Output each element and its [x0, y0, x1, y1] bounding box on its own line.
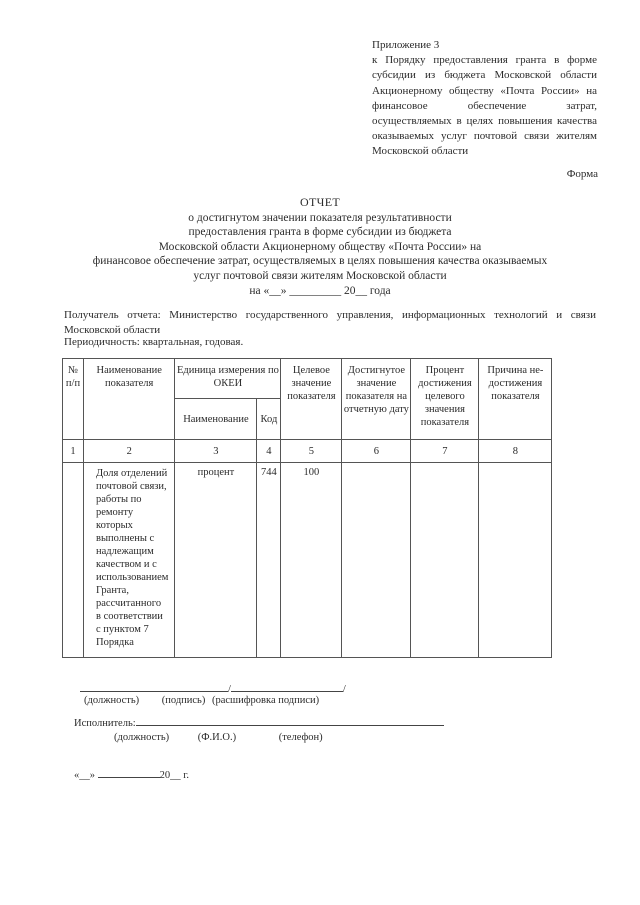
title-line: Московской области Акционерному обществу «Почта России» на	[158, 240, 482, 253]
header-achieved: Достигнутое значение показателя на отчетную дату	[342, 359, 411, 440]
column-number: 5	[281, 440, 342, 463]
form-label: Форма	[566, 168, 598, 180]
column-number: 7	[411, 440, 479, 463]
executor-label: Исполнитель:	[74, 718, 136, 729]
appendix-text: к Порядку предоставления гранта в форме субсидии из бюджета Московской области Акционерному обществу «Почта России» на финансовое обеспечение затрат, осуществляемых в целях повышения качества оказываемых услуг почтовой связи жителям Московской области	[372, 54, 597, 158]
header-target: Целевое значение показателя	[281, 359, 342, 440]
cell-unit-name: процент	[175, 463, 257, 658]
title-line: услуг почтовой связи жителям Московской области	[193, 269, 447, 282]
date-year: 20__ г.	[159, 770, 189, 781]
executor-line	[136, 714, 444, 726]
table-header-row	[63, 359, 552, 399]
executor-block	[74, 714, 444, 743]
column-number: 4	[257, 440, 281, 463]
appendix-title: Приложение 3	[372, 39, 440, 51]
report-date	[40, 284, 600, 299]
date-blank	[98, 766, 160, 778]
appendix-block	[372, 38, 597, 160]
table-row	[63, 463, 552, 658]
report-date-blank: _________	[289, 284, 342, 297]
caption-fio: (Ф.И.О.)	[197, 732, 237, 743]
report-table	[62, 358, 552, 658]
cell-unit-code: 744	[257, 463, 281, 658]
column-number: 8	[479, 440, 552, 463]
header-name: Наименование показателя	[84, 359, 175, 440]
report-heading: ОТЧЕТ	[300, 195, 340, 209]
signature-block	[80, 680, 346, 706]
column-numbers-row	[63, 440, 552, 463]
caption-sign: (подпись)	[161, 695, 206, 706]
report-recipient: Получатель отчета: Министерство государственного управления, информационных технологий и связи Московской области	[64, 309, 596, 336]
title-line: финансовое обеспечение затрат, осуществляемых в целях повышения качества оказываемых	[92, 255, 548, 268]
caption-decode: (расшифровка подписи)	[211, 695, 320, 706]
header-percent: Процент достижения целевого значения показателя	[411, 359, 479, 440]
signing-date	[74, 766, 189, 781]
title-line: о достигнутом значении показателя результативности	[188, 211, 452, 224]
cell-percent	[411, 463, 479, 658]
cell-reason	[479, 463, 552, 658]
column-number: 2	[84, 440, 175, 463]
header-num: № п/п	[63, 359, 84, 440]
caption-phone: (телефон)	[278, 732, 323, 743]
cell-target: 100	[281, 463, 342, 658]
report-date-year: 20__ года	[341, 284, 391, 297]
signature-slash: /	[228, 684, 231, 695]
caption-executor-position: (должность)	[114, 732, 170, 743]
header-reason: Причина не-достижения показателя	[479, 359, 552, 440]
header-unit-code: Код	[257, 399, 281, 440]
header-unit-name: Наименование	[175, 399, 257, 440]
position-line	[80, 680, 228, 692]
report-title	[40, 195, 600, 298]
decode-line	[231, 680, 343, 692]
cell-indicator: Доля отделений почтовой связи, работы по ремонту которых выполнены с надлежащим качеством и с использованием Гранта, рассчитанного в соответствии с пунктом 7 Порядка	[84, 463, 175, 658]
signature-slash: /	[342, 684, 346, 695]
report-periodicity: Периодичность: квартальная, годовая.	[64, 336, 244, 348]
column-number: 6	[342, 440, 411, 463]
cell-num	[63, 463, 84, 658]
column-number: 1	[63, 440, 84, 463]
title-line: предоставления гранта в форме субсидии из бюджета	[188, 226, 452, 239]
column-number: 3	[175, 440, 257, 463]
date-prefix: «__»	[74, 770, 98, 781]
cell-achieved	[342, 463, 411, 658]
caption-position: (должность)	[84, 695, 140, 706]
header-unit: Единица измерения по ОКЕИ	[175, 359, 281, 399]
report-date-prefix: на «__»	[249, 284, 290, 297]
